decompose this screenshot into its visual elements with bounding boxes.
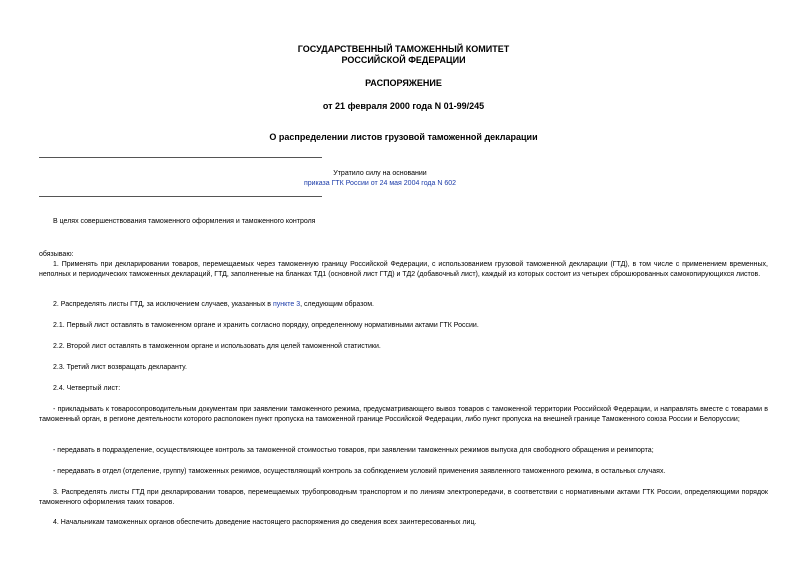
document-title: О распределении листов грузовой таможенной декларации: [269, 132, 538, 142]
org-name-line1: ГОСУДАРСТВЕННЫЙ ТАМОЖЕННЫЙ КОМИТЕТ: [297, 44, 510, 54]
paragraph-2-text-start: 2. Распределять листы ГТД, за исключением случаев, указанных в: [53, 301, 273, 308]
paragraph-2-text-end: , следующим образом.: [300, 301, 375, 308]
status-note-text: Утратило силу на основании: [333, 170, 427, 177]
point-3-link[interactable]: пункте 3: [272, 301, 301, 308]
paragraph-2-3: 2.3. Третий лист возвращать декларанту.: [53, 364, 187, 371]
paragraph-2-2: 2.2. Второй лист оставлять в таможенном органе и использовать для целей таможенной статистики.: [53, 343, 381, 350]
obligation-word: обязываю:: [39, 251, 74, 258]
status-note: [290, 169, 470, 189]
org-name-line2: РОССИЙСКОЙ ФЕДЕРАЦИИ: [341, 55, 466, 65]
bullet-1: - прикладывать к товаросопроводительным документам при заявлении таможенного режима, предусматривающего вывоз товаров с таможенной территории Российской Федерации, и направлять вместе с товарами в таможенный орган, в регионе деятельности которого расположен пункт пропуска на таможенной границе Российской Федерации, либо пункт пропуска на внешней границе Таможенного союза России и Белоруссии;: [39, 406, 768, 423]
paragraph-2-4: 2.4. Четвертый лист:: [53, 385, 121, 392]
bullet-2: - передавать в подразделение, осуществляющее контроль за таможенной стоимостью товаров, при заявлении таможенных режимов выпуска для свободного обращения и реимпорта;: [53, 447, 654, 454]
document-type: РАСПОРЯЖЕНИЕ: [365, 78, 442, 88]
paragraph-4: 4. Начальникам таможенных органов обеспечить доведение настоящего распоряжения до сведения всех заинтересованных лиц.: [53, 519, 477, 526]
paragraph-2-1: 2.1. Первый лист оставлять в таможенном органе и хранить согласно порядку, определенному нормативными актами ГТК России.: [53, 322, 479, 329]
status-note-link[interactable]: приказа ГТК России от 24 мая 2004 года N 602: [303, 180, 457, 187]
paragraph-3: 3. Распределять листы ГТД при декларировании товаров, перемещаемых трубопроводным транспортом и по линиям электропередачи, в соответствии с нормативными актами ГТК России, определяющими порядок таможенного оформления таких товаров.: [39, 489, 768, 506]
paragraph-2: [39, 300, 768, 310]
bullet-3: - передавать в отдел (отделение, группу) таможенных режимов, осуществляющий контроль за соблюдением условий применения заявленного таможенного режима, в остальных случаях.: [53, 468, 666, 475]
divider-top: [39, 157, 322, 158]
document-date: от 21 февраля 2000 года N 01-99/245: [322, 101, 485, 111]
preamble: В целях совершенствования таможенного оформления и таможенного контроля: [53, 218, 316, 225]
divider-bottom: [39, 196, 322, 197]
paragraph-1: 1. Применять при декларировании товаров, перемещаемых через таможенную границу Российской Федерации, с использованием грузовой таможенной декларации (ГТД), в том числе с применением временных, неполных и периодических таможенных деклараций, ГТД, заполненные на бланках ТД1 (основной лист ГТД) и ТД2 (добавочный лист), каждый из которых состоит из четырех сброшюрованных самокопирующихся листов.: [39, 261, 768, 278]
